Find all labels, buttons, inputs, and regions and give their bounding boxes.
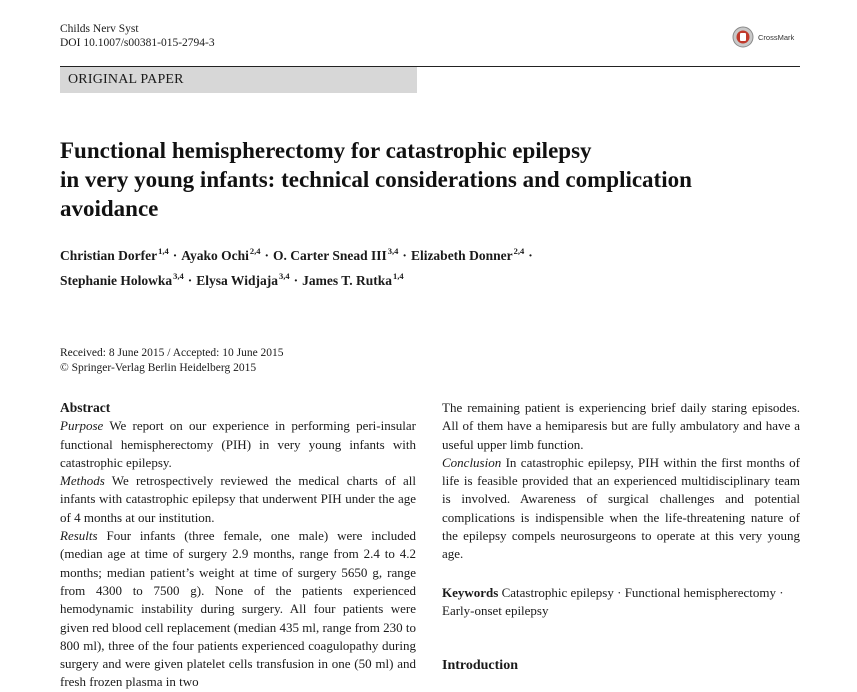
purpose-text: We report on our experience in performing peri-insular functional hemispherectomy (PIH) in very young infants with catastrophic epilepsy. xyxy=(60,418,416,470)
author-name[interactable]: Ayako Ochi xyxy=(181,248,249,263)
keywords-label: Keywords xyxy=(442,585,499,600)
author-list xyxy=(60,241,800,291)
abstract-purpose xyxy=(60,417,416,472)
abstract-left-column xyxy=(60,399,416,692)
keywords-text: Catastrophic epilepsy · Functional hemispherectomy · Early-onset epilepsy xyxy=(442,585,784,619)
conclusion-label: Conclusion xyxy=(442,454,502,470)
crossmark-badge[interactable] xyxy=(732,26,794,48)
separator-dot: · xyxy=(172,248,178,263)
paper-title xyxy=(60,136,800,223)
results-text: Four infants (three female, one male) were included (median age at time of surgery 2.9 months, range from 2.4 to 4.2 months; median patient’s weight at time of surgery 5650 g, range from 4300 to 7500 g). None of the patients experienced hemodynamic instability during surgery. All four patients were given red blood cell replacement (median 435 ml, range from 230 to 800 ml), three of the four patients experienced coagulopathy during surgery and were given platelet cells transfusion in one (50 ml) and fresh frozen plasma in two xyxy=(60,528,416,690)
author-name[interactable]: Christian Dorfer xyxy=(60,248,158,263)
title-line-3: avoidance xyxy=(60,196,159,221)
author-affiliation: 1,4 xyxy=(158,246,169,256)
author-name[interactable]: Elysa Widjaja xyxy=(196,273,278,288)
author-line-1 xyxy=(60,241,800,266)
separator-dot: · xyxy=(264,248,270,263)
abstract-methods xyxy=(60,472,416,527)
conclusion-text: In catastrophic epilepsy, PIH within the first months of life is feasible provided that an experienced multidisciplinary team is involved. Awareness of surgical challenges and potential complications is indispensible when the life-threatening nature of the epilepsy compels neurosurgeons to operate at this very young age. xyxy=(442,454,800,562)
author-name[interactable]: Elizabeth Donner xyxy=(410,248,513,263)
received-accepted: Received: 8 June 2015 / Accepted: 10 June 2015 xyxy=(60,347,284,359)
author-name[interactable]: James T. Rutka xyxy=(302,273,392,288)
abstract-heading: Abstract xyxy=(60,400,111,415)
keywords xyxy=(442,584,800,621)
abstract-results xyxy=(60,527,416,692)
separator-dot: · xyxy=(187,273,193,288)
results-continued: The remaining patient is experiencing brief daily staring episodes. All of them have a hemiparesis but are fully ambulatory and have a useful upper limb function. xyxy=(442,400,800,452)
copyright-line: © Springer-Verlag Berlin Heidelberg 2015 xyxy=(60,362,257,374)
doi-link[interactable]: DOI 10.1007/s00381-015-2794-3 xyxy=(60,37,215,49)
author-line-2 xyxy=(60,266,800,291)
separator-dot: · xyxy=(528,248,533,263)
author-affiliation: 1,4 xyxy=(392,271,404,281)
author-affiliation: 2,4 xyxy=(249,246,261,256)
title-line-1: Functional hemispherectomy for catastrophic epilepsy xyxy=(60,138,592,163)
abstract-conclusion xyxy=(442,454,800,564)
separator-dot: · xyxy=(293,273,299,288)
abstract-right-column xyxy=(442,399,800,564)
results-label: Results xyxy=(60,528,98,544)
publication-dates xyxy=(60,346,284,376)
author-name[interactable]: Stephanie Holowka xyxy=(60,273,173,288)
journal-name: Childs Nerv Syst xyxy=(60,23,139,35)
author-affiliation: 3,4 xyxy=(173,271,184,281)
title-line-2: in very young infants: technical considerations and complication xyxy=(60,167,692,192)
author-affiliation: 3,4 xyxy=(278,271,290,281)
methods-text: We retrospectively reviewed the medical charts of all infants with catastrophic epilepsy that underwent PIH under the age of 4 months at our institution. xyxy=(60,473,416,525)
crossmark-label: CrossMark xyxy=(758,32,795,42)
author-affiliation: 3,4 xyxy=(387,246,399,256)
crossmark-icon xyxy=(732,26,754,48)
journal-header xyxy=(60,22,215,50)
methods-label: Methods xyxy=(60,473,105,489)
separator-dot: · xyxy=(402,248,407,263)
author-name[interactable]: O. Carter Snead III xyxy=(273,248,387,263)
author-affiliation: 2,4 xyxy=(513,246,525,256)
introduction-heading: Introduction xyxy=(442,658,518,673)
purpose-label: Purpose xyxy=(60,418,104,434)
section-label: ORIGINAL PAPER xyxy=(60,67,417,93)
